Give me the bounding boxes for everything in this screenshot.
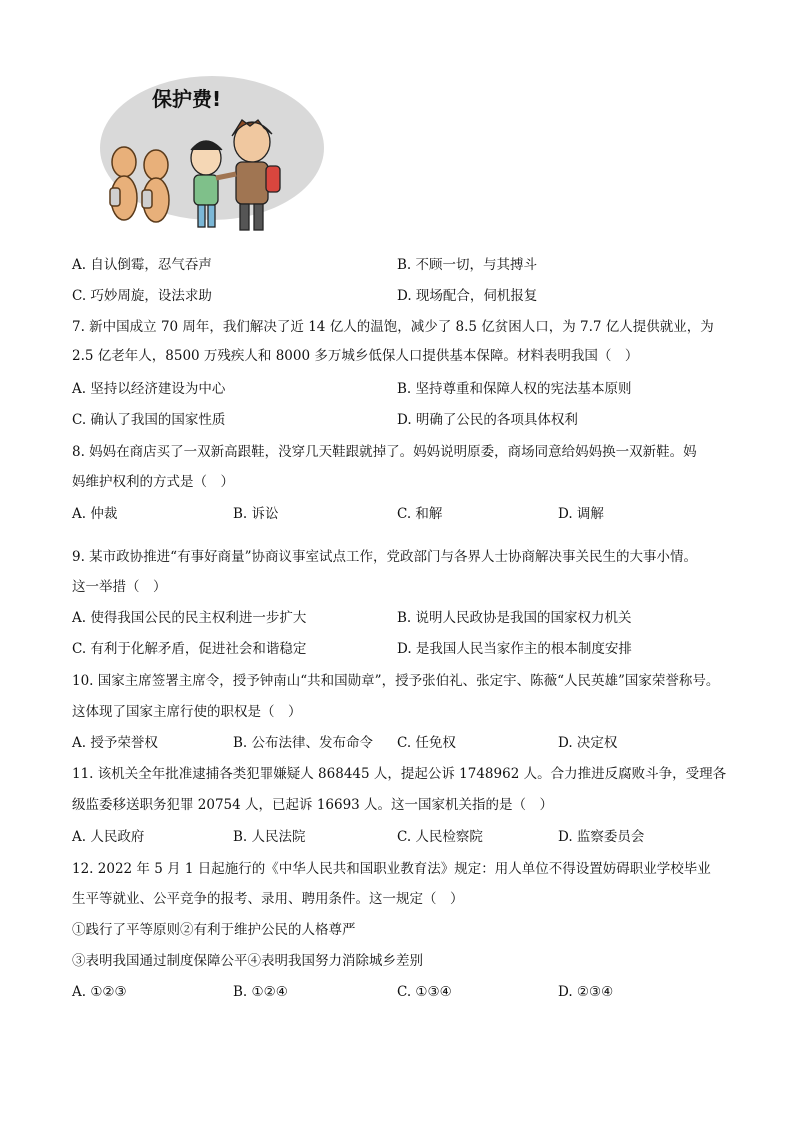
q11-option-a[interactable]: A. 人民政府 [72,829,145,845]
q12-option-d[interactable]: D. ②③④ [558,984,614,1000]
q7-option-b[interactable]: B. 坚持尊重和保障人权的宪法基本原则 [397,381,632,397]
q6-option-b[interactable]: B. 不顾一切，与其搏斗 [397,257,538,273]
cartoon-illustration [94,70,326,238]
q12-option-c[interactable]: C. ①③④ [397,984,452,1000]
q10-option-b[interactable]: B. 公布法律、发布命令 [233,735,374,751]
cartoon-caption: 保护费! [152,87,222,111]
q8-question-line-1: 8. 妈妈在商店买了一双新高跟鞋，没穿几天鞋跟就掉了。妈妈说明原委，商场同意给妈妈换一双新鞋。妈 [72,444,697,460]
q11-question-line-2: 级监委移送职务犯罪 20754 人，已起诉 16693 人。这一国家机关指的是（ ） [72,797,554,813]
q7-option-d[interactable]: D. 明确了公民的各项具体权利 [397,412,578,428]
q6-option-d[interactable]: D. 现场配合，伺机报复 [397,288,538,304]
q12-question-line-1: 12. 2022 年 5 月 1 日起施行的《中华人民共和国职业教育法》规定：用人单位不得设置妨碍职业学校毕业 [72,861,711,877]
q6-option-c[interactable]: C. 巧妙周旋，设法求助 [72,288,212,304]
q7-option-a[interactable]: A. 坚持以经济建设为中心 [72,381,226,397]
q10-question-line-1: 10. 国家主席签署主席令，授予钟南山“共和国勋章”，授予张伯礼、张定宇、陈薇“人民英雄”国家荣誉称号。 [72,673,720,689]
q8-question-line-2: 妈维护权利的方式是（ ） [72,474,234,490]
q6-option-a[interactable]: A. 自认倒霉，忍气吞声 [72,257,212,273]
q12-statement-line-2: ③表明我国通过制度保障公平④表明我国努力消除城乡差别 [72,953,423,969]
q9-question-line-1: 9. 某市政协推进“有事好商量”协商议事室试点工作，党政部门与各界人士协商解决事关民生的大事小情。 [72,549,697,565]
q9-option-a[interactable]: A. 使得我国公民的民主权利进一步扩大 [72,610,307,626]
q8-option-c[interactable]: C. 和解 [397,506,443,522]
q11-option-b[interactable]: B. 人民法院 [233,829,306,845]
q9-option-d[interactable]: D. 是我国人民当家作主的根本制度安排 [397,641,632,657]
q12-statement-line-1: ①践行了平等原则②有利于维护公民的人格尊严 [72,922,356,938]
q9-option-b[interactable]: B. 说明人民政协是我国的国家权力机关 [397,610,632,626]
q11-question-line-1: 11. 该机关全年批准逮捕各类犯罪嫌疑人 868445 人，提起公诉 1748962 人。合力推进反腐败斗争，受理各 [72,766,727,782]
q9-question-line-2: 这一举措（ ） [72,579,167,595]
q7-question-line-2: 2.5 亿老年人，8500 万残疾人和 8000 多万城乡低保人口提供基本保障。材料表明我国（ ） [72,348,639,364]
q7-option-c[interactable]: C. 确认了我国的国家性质 [72,412,226,428]
q8-option-b[interactable]: B. 诉讼 [233,506,279,522]
q12-option-b[interactable]: B. ①②④ [233,984,288,1000]
q11-option-d[interactable]: D. 监察委员会 [558,829,645,845]
q8-option-d[interactable]: D. 调解 [558,506,604,522]
q12-option-a[interactable]: A. ①②③ [72,984,127,1000]
q12-question-line-2: 生平等就业、公平竞争的报考、录用、聘用条件。这一规定（ ） [72,891,464,907]
q11-option-c[interactable]: C. 人民检察院 [397,829,483,845]
q10-option-a[interactable]: A. 授予荣誉权 [72,735,158,751]
q9-option-c[interactable]: C. 有利于化解矛盾，促进社会和谐稳定 [72,641,307,657]
q8-option-a[interactable]: A. 仲裁 [72,506,118,522]
q10-question-line-2: 这体现了国家主席行使的职权是（ ） [72,704,302,720]
q10-option-d[interactable]: D. 决定权 [558,735,618,751]
q10-option-c[interactable]: C. 任免权 [397,735,456,751]
q7-question-line-1: 7. 新中国成立 70 周年，我们解决了近 14 亿人的温饱，减少了 8.5 亿贫困人口，为 7.7 亿人提供就业，为 [72,319,714,335]
